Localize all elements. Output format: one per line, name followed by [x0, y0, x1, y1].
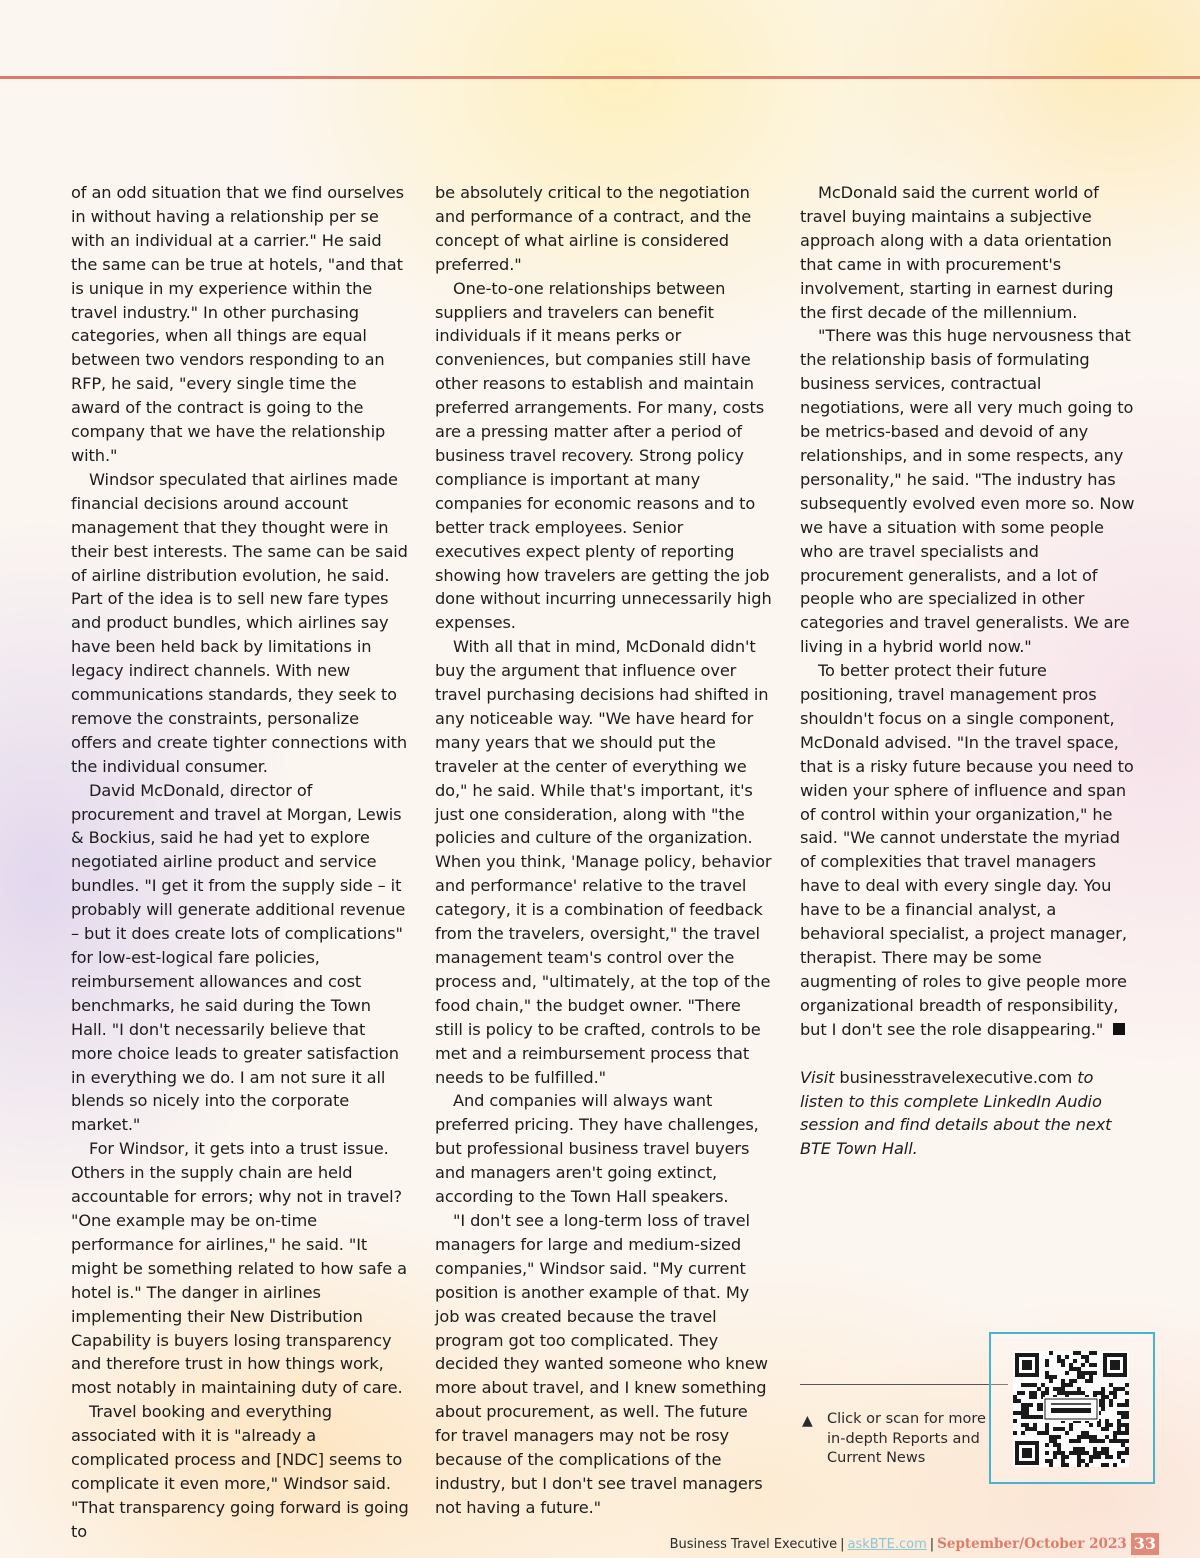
paragraph: With all that in mind, McDonald didn't buy the argument that influence over travel purchasing decisions had shifted in any noticeable way. "We have heard for many years that we should put the traveler at the center of everything we do," he said. While that's important, it's just one consideration, along with "the policies and culture of the organization. When you think, 'Manage policy, behavior and performance' relative to the travel category, it is a combination of feedback from the travelers, oversight," the travel management team's control over the process and, "ultimately, at the top of the food chain," the budget owner. "There still is policy to be crafted, controls to be met and a reimbursement process that needs to be fulfilled." [435, 637, 772, 1087]
qr-code-box[interactable] [989, 1332, 1155, 1484]
qr-caption[interactable] [800, 1410, 990, 1469]
visit-lead: Visit [800, 1067, 835, 1087]
askbte-link[interactable]: askBTE.com [847, 1536, 927, 1552]
end-of-article-mark [1113, 1023, 1125, 1035]
visit-tail: to listen to this complete LinkedIn Audio session and find details about the next BTE Town Hall. [800, 1067, 1112, 1159]
paragraph: of an odd situation that we find ourselves in without having a relationship per se with an individual at a carrier." He said the same can be true at hotels, "and that is unique in my experience within the travel industry." In other purchasing categories, when all things are equal between two vendors responding to an RFP, he said, "every single time the award of the contract is going to the company that we have the relationship with." [71, 183, 405, 465]
article-column-2 [435, 181, 773, 1520]
article-column-1 [71, 181, 409, 1544]
paragraph-text: To better protect their future positioning, travel management pros shouldn't focus on a single component, McDonald advised. "In the travel space, that is a risky future because you need to widen your sphere of influence and span of control within your organization," he said. "We cannot understate the myriad of complexities that travel managers have to deal with every single day. You have to be a financial analyst, a behavioral specialist, a project manager, therapist. There may be some augmenting of roles to give people more organizational breadth of responsibility, but I don't see the role disappearing." [800, 661, 1134, 1039]
article-column-3 [800, 181, 1138, 1161]
visit-note [800, 1066, 1138, 1162]
qr-divider [800, 1384, 1008, 1385]
footer-separator: | [840, 1536, 845, 1552]
paragraph: be absolutely critical to the negotiation and performance of a contract, and the concept of what airline is considered preferred." [435, 183, 752, 274]
page-number: 33 [1131, 1533, 1159, 1555]
qr-caption-text: Click or scan for more in-depth Reports and Current News [827, 1411, 986, 1466]
paragraph: One-to-one relationships between suppliers and travelers can benefit individuals if it means perks or conveniences, but companies still have other reasons to establish and maintain preferred arrangements. For many, costs are a pressing matter after a period of business travel recovery. Strong policy compliance is important at many companies for economic reasons and to better track employees. Senior executives expect plenty of reporting showing how travelers are getting the job done without incurring unnecessarily high expenses. [435, 278, 772, 633]
triangle-up-icon: ▲ [802, 1413, 813, 1429]
qr-code[interactable] [1013, 1351, 1129, 1467]
paragraph: Travel booking and everything associated with it is "already a complicated process and [NDC] seems to complicate it even more," Windsor said. "That transparency going forward is going to [71, 1402, 409, 1541]
paragraph: And companies will always want preferred pricing. They have challenges, but professional business travel buyers and managers aren't going extinct, according to the Town Hall speakers. [435, 1091, 759, 1207]
paragraph: "There was this huge nervousness that the relationship basis of formulating business services, contractual negotiations, were all very much going to be metrics-based and devoid of any relationships, and in some respects, any personality," he said. "The industry has subsequently evolved even more so. Now we have a situation with some people who are travel specialists and procurement generalists, and a lot of people who are specialized in other categories and travel generalists. We are living in a hybrid world now." [800, 326, 1135, 657]
publication-name: Business Travel Executive [669, 1536, 838, 1552]
paragraph: Windsor speculated that airlines made financial decisions around account management that they thought were in their best interests. The same can be said of airline distribution evolution, he said. Part of the idea is to sell new fare types and product bundles, which airlines say have been held back by limitations in legacy indirect channels. With new communications standards, they seek to remove the constraints, personalize offers and create tighter connections with the individual consumer. [71, 469, 408, 776]
paragraph: David McDonald, director of procurement and travel at Morgan, Lewis & Bockius, said he had yet to explore negotiated airline product and service bundles. "I get it from the supply side – it probably will generate additional revenue – but it does create lots of complications" for low-est-logical fare policies, reimbursement allowances and cost benchmarks, he said during the Town Hall. "I don't necessarily believe that more choice leads to greater satisfaction in everything we do. I am not sure it all blends so nicely into the corporate market." [71, 780, 406, 1135]
issue-date: September/October 2023 [937, 1536, 1127, 1552]
paragraph: For Windsor, it gets into a trust issue. Others in the supply chain are held accountable for errors; why not in travel? "One example may be on-time performance for airlines," he said. "It might be something related to how safe a hotel is." The danger in airlines implementing their New Distribution Capability is buyers losing transparency and therefore trust in how things work, most notably in maintaining duty of care. [71, 1139, 407, 1398]
qr-logo [1043, 1397, 1099, 1421]
footer-separator: | [929, 1536, 935, 1552]
top-divider [0, 76, 1200, 79]
paragraph: McDonald said the current world of travel buying maintains a subjective approach along with a data orientation that came in with procurement's involvement, starting in earnest during the first decade of the millennium. [800, 183, 1114, 322]
paragraph [800, 659, 1138, 1042]
visit-site-link[interactable]: businesstravelexecutive.com [839, 1067, 1073, 1087]
page-footer [670, 1533, 1159, 1555]
paragraph: "I don't see a long-term loss of travel managers for large and medium-sized companies," Windsor said. "My current position is another example of that. My job was created because the travel program got too complicated. They decided they wanted someone who knew more about travel, and I knew something about procurement, as well. The future for travel managers may not be rosy because of the complications of the industry, but I don't see travel managers not having a future." [435, 1210, 768, 1517]
